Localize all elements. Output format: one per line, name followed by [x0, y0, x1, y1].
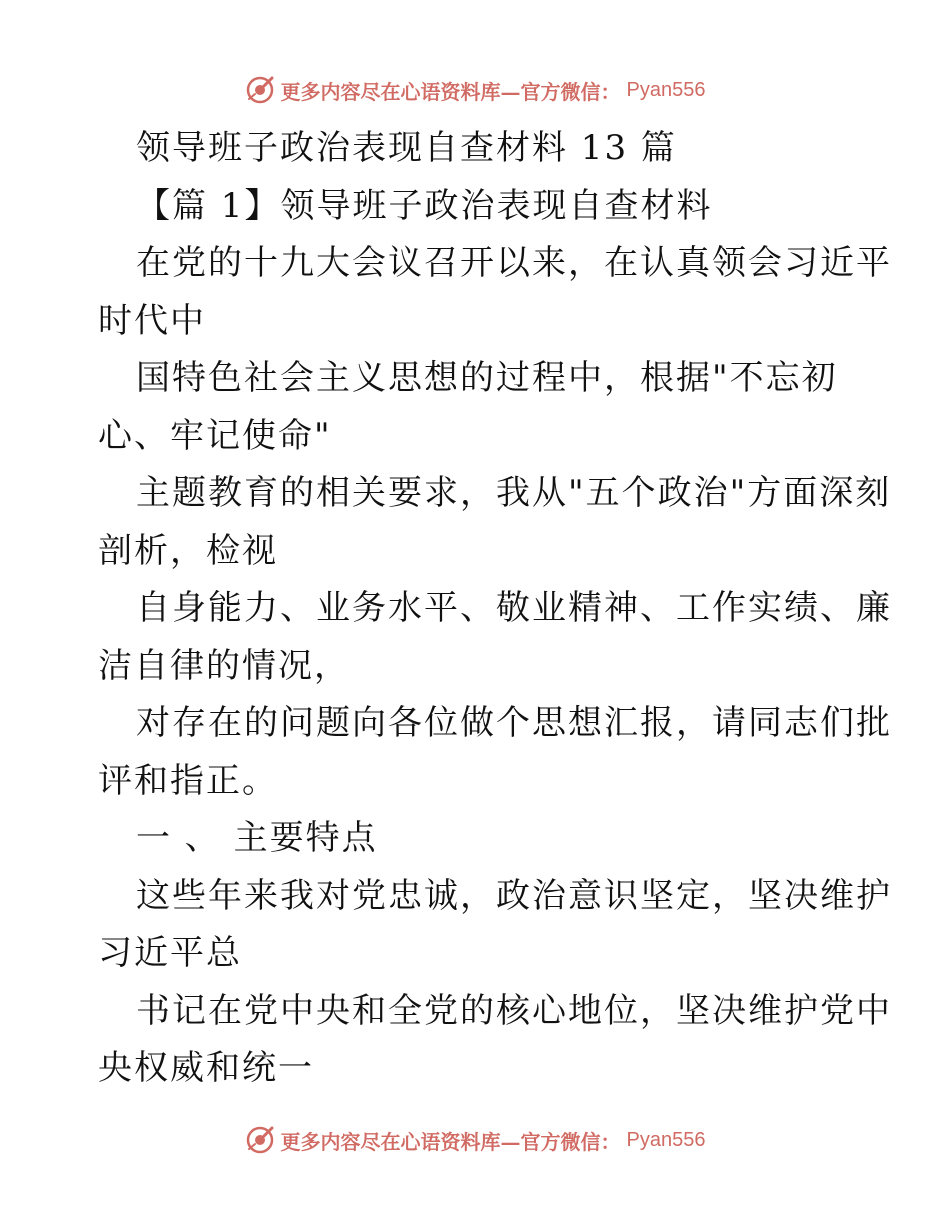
text-line: 习近平总 [98, 933, 242, 973]
header-banner-text: 更多内容尽在心语资料库—官方微信： [280, 79, 621, 104]
text-line: 一 、 主要特点 [136, 818, 378, 858]
header-banner [0, 70, 950, 110]
footer-banner-account: Pyan556 [626, 1128, 706, 1151]
document-title: 领导班子政治表现自查材料 13 篇 [136, 128, 677, 168]
text-line: 在党的十九大会议召开以来，在认真领会习近平 [136, 243, 892, 283]
footer-banner [0, 1120, 950, 1160]
text-line: 对存在的问题向各位做个思想汇报，请同志们批 [136, 703, 892, 743]
section-heading: 【篇 1】领导班子政治表现自查材料 [136, 185, 713, 226]
text-line: 自身能力、业务水平、敬业精神、工作实绩、廉 [136, 588, 892, 628]
document-paragraphs [98, 235, 892, 1098]
text-line: 这些年来我对党忠诚，政治意识坚定，坚决维护 [136, 875, 892, 916]
pen-logo-icon [245, 1125, 275, 1155]
header-banner-account: Pyan556 [626, 78, 706, 101]
text-line: 主题教育的相关要求，我从"五个政治"方面深刻 [136, 473, 892, 513]
text-line: 剖析，检视 [98, 530, 278, 571]
text-line: 国特色社会主义思想的过程中，根据"不忘初 [136, 358, 838, 398]
text-line: 央权威和统一 [98, 1048, 314, 1088]
text-line: 心、牢记使命" [98, 415, 332, 456]
text-line: 评和指正。 [98, 760, 278, 801]
footer-banner-text: 更多内容尽在心语资料库—官方微信： [280, 1129, 621, 1154]
text-line: 书记在党中央和全党的核心地位，坚决维护党中 [136, 990, 892, 1031]
text-line: 洁自律的情况， [98, 645, 350, 686]
pen-logo-icon [245, 75, 275, 105]
document-body [98, 120, 892, 1098]
text-line: 时代中 [98, 300, 206, 341]
